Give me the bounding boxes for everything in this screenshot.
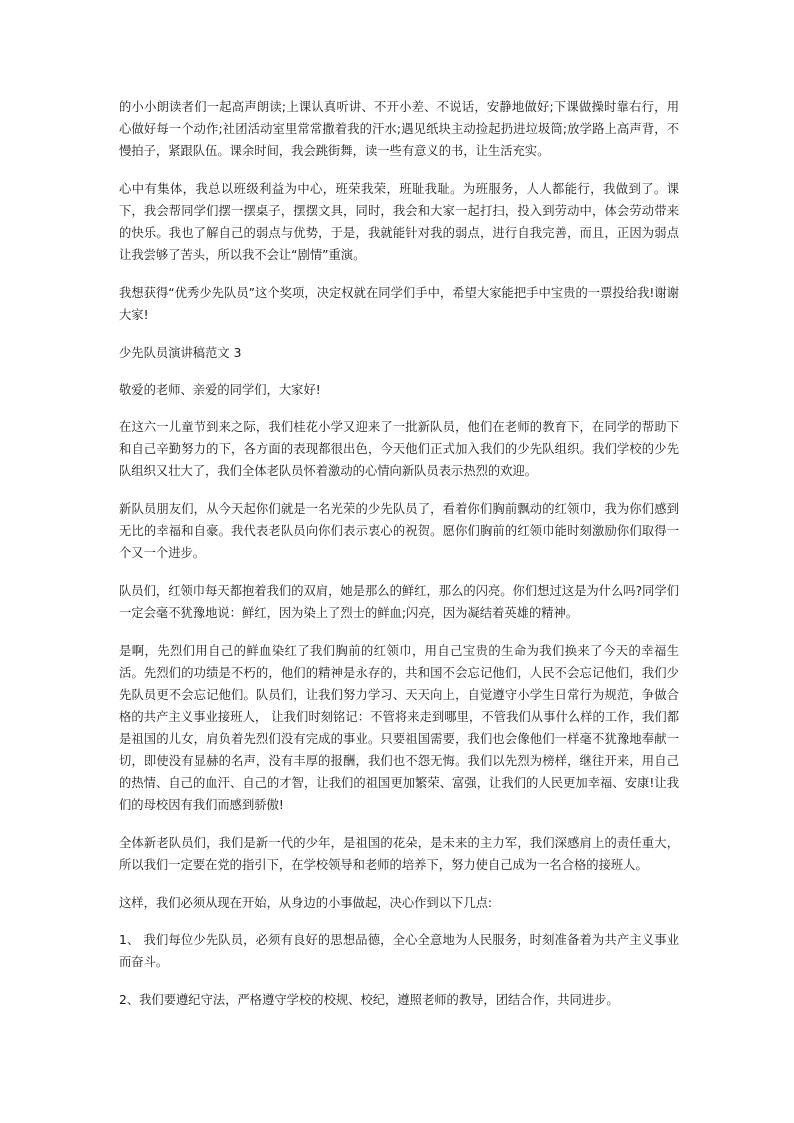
paragraph-new-members: 在这六一儿童节到来之际，我们桂花小学又迎来了一批新队员，他们在老师的教育下，在同学的帮助下和自己辛勤努力的下，各方面的表现都很出色，今天他们正式加入我们的少先队组织。我们学校的少先队组织又壮大了，我们全体老队员怀着激动的心情向新队员表示热烈的欢迎。	[119, 420, 679, 478]
paragraph-congratulations: 新队员朋友们，从今天起你们就是一名光荣的少先队员了，看着你们胸前飘动的红领巾，我为你们感到无比的幸福和自豪。我代表老队员向你们表示衷心的祝贺。愿你们胸前的红领巾能时刻激励你们取得一个又一个进步。	[119, 502, 679, 560]
paragraph-greeting: 敬爱的老师、亲爱的同学们，大家好!	[119, 383, 321, 397]
section-heading: 少先队员演讲稿范文 3	[119, 346, 242, 360]
paragraph-collective: 心中有集体，我总以班级利益为中心，班荣我荣，班耻我耻。为班服务，人人都能行，我做到了。课下，我会帮同学们摆一摆桌子，摆摆文具，同时，我会和大家一起打扫，投入到劳动中，体会劳动带来的快乐。我也了解自己的弱点与优势，于是，我就能针对我的弱点，进行自我完善，而且，正因为弱点让我尝够了苦头，所以我不会让“剧情”重演。	[119, 182, 679, 262]
document-body	[119, 96, 679, 1027]
paragraph-responsibility: 全体新老队员们，我们是新一代的少年，是祖国的花朵，是未来的主力军，我们深感肩上的责任重大，所以我们一定要在党的指引下，在学校领导和老师的培养下，努力使自己成为一名合格的接班人。	[119, 836, 679, 872]
paragraph-martyrs: 是啊，先烈们用自己的鲜血染红了我们胸前的红领巾，用自己宝贵的生命为我们换来了今天的幸福生活。先烈们的功绩是不朽的，他们的精神是永存的，共和国不会忘记他们，人民不会忘记他们，我们少先队员更不会忘记他们。队员们，让我们努力学习、天天向上，自觉遵守小学生日常行为规范，争做合格的共产主义事业接班人， 让我们时刻铭记：不管将来走到哪里，不管我们从事什么样的工作，我们都是祖国的儿女，肩负着先烈们没有完成的事业。只要祖国需要，我们也会像他们一样毫不犹豫地奉献一切，即使没有显赫的名声，没有丰厚的报酬，我们也不怨无悔。我们以先烈为榜样，继往开来，用自己的热情、自己的血汗、自己的才智，让我们的祖国更加繁荣、富强，让我们的人民更加幸福、安康!让我们的母校因有我们而感到骄傲!	[119, 644, 679, 812]
paragraph-vote-request: 我想获得“优秀少先队员”这个奖项，决定权就在同学们手中，希望大家能把手中宝贵的一票投给我!谢谢大家!	[119, 286, 679, 322]
list-item-2: 2、我们要遵纪守法，严格遵守学校的校规、校纪，遵照老师的教导，团结合作，共同进步。	[119, 993, 619, 1007]
paragraph-resolution-intro: 这样，我们必须从现在开始，从身边的小事做起，决心作到以下几点:	[119, 896, 493, 910]
paragraph-red-scarf: 队员们，红领巾每天都抱着我们的双肩，她是那么的鲜红，那么的闪亮。你们想过这是为什么吗?同学们一定会毫不犹豫地说：鲜红，因为染上了烈士的鲜血;闪亮，因为凝结着英雄的精神。	[119, 584, 679, 620]
list-item-1: 1、 我们每位少先队员，必须有良好的思想品德，全心全意地为人民服务，时刻准备着为共产主义事业而奋斗。	[119, 933, 679, 969]
paragraph-intro-continued: 的小小朗读者们一起高声朗读;上课认真听讲、不开小差、不说话，安静地做好;下课做操时靠右行，用心做好每一个动作;社团活动室里常常撒着我的汗水;遇见纸块主动捡起扔进垃圾筒;放学路上高声背，不慢拍子，紧跟队伍。课余时间，我会跳街舞，读一些有意义的书，让生活充实。	[119, 100, 679, 158]
